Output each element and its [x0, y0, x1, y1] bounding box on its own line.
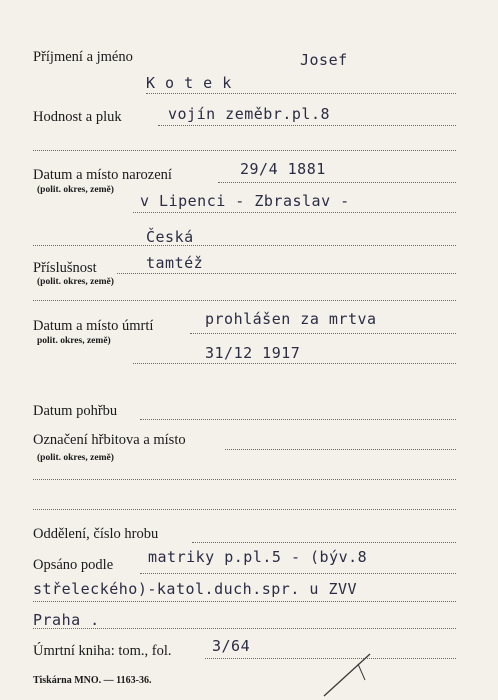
copied-by-line [140, 573, 456, 574]
birth-date-line [218, 182, 456, 183]
death-book-label: Úmrtní kniha: tom., fol. [33, 643, 172, 659]
burial-date-label: Datum pohřbu [33, 403, 118, 419]
birth-place-value-1: v Lipenci - Zbraslav - [140, 192, 350, 210]
copied-by-line-2 [33, 601, 456, 602]
domicile-line-2 [33, 300, 456, 301]
cemetery-label: Označení hřbitova a místo [33, 432, 186, 448]
surname-line [146, 93, 456, 94]
domicile-sublabel: (polit. okres, země) [37, 277, 114, 287]
printer-footer: Tiskárna MNO. — 1163-36. [33, 675, 152, 686]
rank-regiment-value: vojín zeměbr.pl.8 [168, 105, 331, 123]
birth-label: Datum a místo narození [33, 167, 172, 183]
copied-by-value-1: matriky p.pl.5 - (býv.8 [148, 548, 368, 566]
birth-sublabel: (polit. okres, země) [37, 185, 114, 195]
birth-place-value-2: Česká [146, 228, 194, 246]
section-line-above [33, 509, 456, 510]
blank-line [33, 150, 456, 151]
cemetery-line [225, 449, 456, 450]
burial-date-line [140, 419, 456, 420]
death-place-value: prohlášen za mrtva [205, 310, 377, 328]
rank-line [158, 125, 456, 126]
death-place-line [190, 333, 456, 334]
rank-regiment-label: Hodnost a pluk [33, 109, 122, 125]
copied-by-value-3: Praha . [33, 611, 100, 629]
surname-name-label: Příjmení a jméno [33, 49, 133, 65]
birth-place-line-2 [33, 245, 456, 246]
death-date-value: 31/12 1917 [205, 344, 301, 362]
death-sublabel: polit. okres, země) [37, 336, 111, 346]
domicile-line [117, 273, 456, 274]
surname-value: K o t e k [146, 74, 232, 92]
section-grave-label: Oddělení, číslo hrobu [33, 526, 159, 542]
birth-date-value: 29/4 1881 [240, 160, 326, 178]
domicile-label: Příslušnost [33, 260, 97, 276]
copied-by-label: Opsáno podle [33, 557, 114, 573]
domicile-value: tamtéž [146, 254, 204, 272]
birth-place-line [133, 212, 456, 213]
cemetery-sublabel: (polit. okres, země) [37, 453, 114, 463]
copied-by-value-2: střeleckého)-katol.duch.spr. u ZVV [33, 580, 358, 598]
pencil-stroke-mark [318, 650, 378, 700]
death-book-value: 3/64 [212, 637, 251, 655]
copied-by-line-3 [33, 628, 456, 629]
cemetery-line-2 [33, 479, 456, 480]
section-grave-line [192, 542, 456, 543]
death-date-line [133, 363, 456, 364]
death-label: Datum a místo úmrtí [33, 318, 154, 334]
first-name-value: Josef [300, 51, 348, 69]
